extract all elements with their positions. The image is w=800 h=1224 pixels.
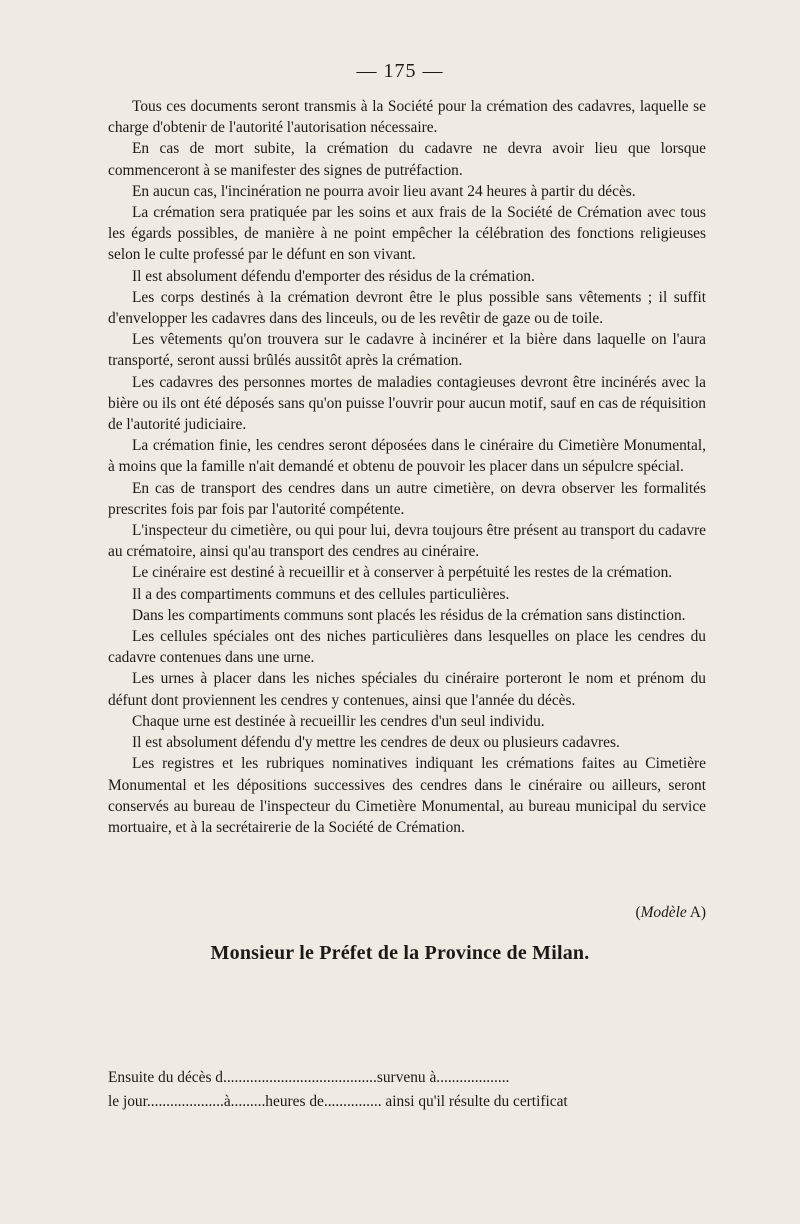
model-open-paren: ( xyxy=(635,904,641,921)
page-number: — 175 — xyxy=(356,60,444,82)
paragraph: La crémation sera pratiquée par les soins et aux frais de la Société de Crémation avec tous les égards possibles, de manière à ne point empêcher la célébration des fonctions religieuses selon le culte professé par le défunt en son vivant. xyxy=(108,204,706,264)
paragraph: Il est absolument défendu d'y mettre les cendres de deux ou plusieurs cadavres. xyxy=(132,734,620,752)
form-line-death: Ensuite du décès d........................................survenu à................... xyxy=(108,1069,510,1086)
paragraph: L'inspecteur du cimetière, ou qui pour lui, devra toujours être présent au transport du cadavre au crématoire, ainsi qu'au transport des cendres au cinéraire. xyxy=(108,522,706,561)
paragraph: Les registres et les rubriques nominatives indiquant les crémations faites au Cimetière Monumental et les dépositions successives des cendres dans le cinéraire ou ailleurs, seront conservés au bureau de l'inspecteur du Cimetière Monumental, au bureau municipal du service mortuaire, et à la secrétairerie de la Société de Crémation. xyxy=(108,755,706,836)
model-word: Modèle xyxy=(640,904,687,921)
paragraph: En cas de mort subite, la crémation du cadavre ne devra avoir lieu que lorsque commenceront à se manifester des signes de putréfaction. xyxy=(108,140,706,179)
paragraph: Tous ces documents seront transmis à la Société pour la crémation des cadavres, laquelle se charge d'obtenir de l'autorité l'autorisation nécessaire. xyxy=(108,98,706,137)
paragraph: Dans les compartiments communs sont placés les résidus de la crémation sans distinction. xyxy=(132,606,686,624)
model-label xyxy=(108,904,706,922)
paragraph: En aucun cas, l'incinération ne pourra avoir lieu avant 24 heures à partir du décès. xyxy=(132,182,636,200)
paragraph: Les cadavres des personnes mortes de maladies contagieuses devront être incinérés avec la bière ou ils ont été déposés sans qu'on puisse l'ouvrir pour aucun motif, sauf en cas de réquisition de l'autorité judiciaire. xyxy=(108,373,706,434)
paragraph: Les vêtements qu'on trouvera sur le cadavre à incinérer et la bière dans laquelle on l'aura transporté, seront aussi brûlés aussitôt après la crémation. xyxy=(108,331,706,370)
paragraph: Les urnes à placer dans les niches spéciales du cinéraire porteront le nom et prénom du défunt dont proviennent les cendres y contenues, ainsi que l'année du décès. xyxy=(108,670,706,709)
paragraph: La crémation finie, les cendres seront déposées dans le cinéraire du Cimetière Monumental, à moins que la famille n'ait demandé et obtenu de pouvoir les placer dans un sépulcre spécial. xyxy=(108,437,706,476)
paragraph: Il est absolument défendu d'emporter des résidus de la crémation. xyxy=(132,267,535,285)
paragraph: Les cellules spéciales ont des niches particulières dans lesquelles on place les cendres du cadavre contenues dans une urne. xyxy=(108,628,706,667)
prefect-heading: Monsieur le Préfet de la Province de Milan. xyxy=(210,942,590,964)
paragraph: En cas de transport des cendres dans un autre cimetière, on devra observer les formalités prescrites fois par fois par l'autorité compétente. xyxy=(108,479,706,518)
paragraph: Chaque urne est destinée à recueillir les cendres d'un seul individu. xyxy=(132,712,545,730)
paragraph: Le cinéraire est destiné à recueillir et à conserver à perpétuité les restes de la crémation. xyxy=(132,564,673,582)
paragraph: Il a des compartiments communs et des cellules particulières. xyxy=(132,585,510,603)
body-text xyxy=(108,96,706,838)
paragraph: Les corps destinés à la crémation devront être le plus possible sans vêtements ; il suffit d'envelopper les cadavres dans des linceuls, ou de les revêtir de gaze ou de toile. xyxy=(108,288,706,328)
form-line-date: le jour....................à.........heures de............... ainsi qu'il résulte du certificat xyxy=(108,1093,568,1110)
model-letter: A) xyxy=(686,904,706,921)
